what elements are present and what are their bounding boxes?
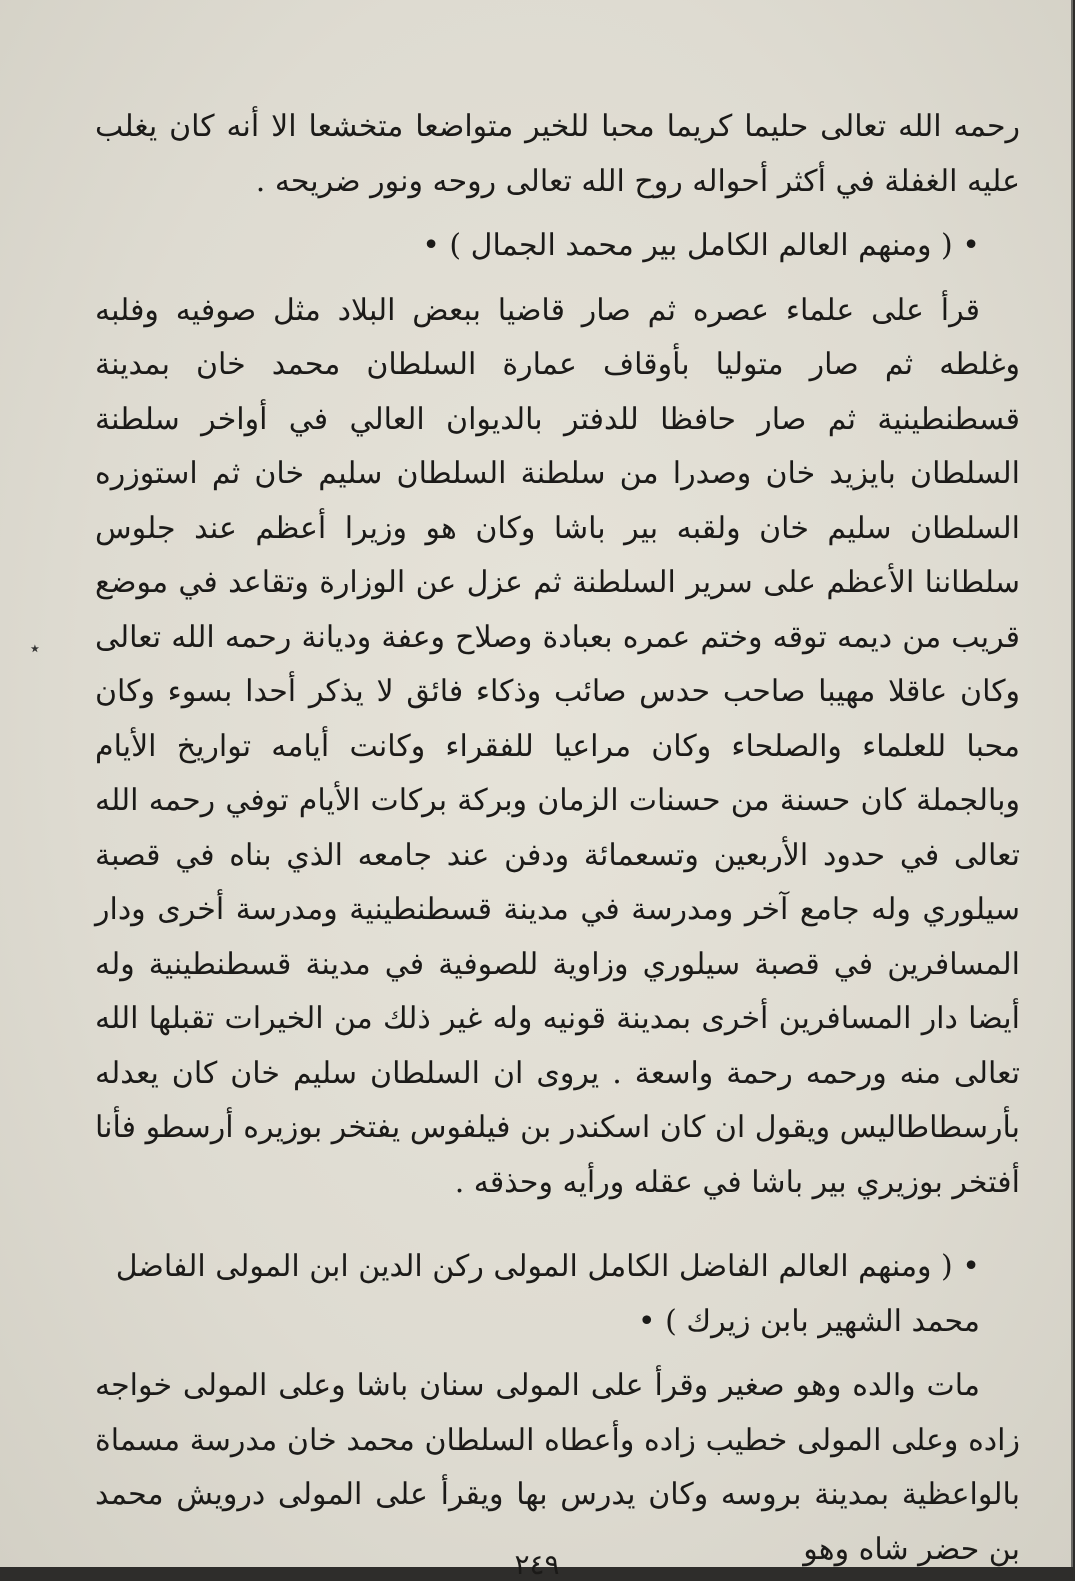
section-heading-2: • ( ومنهم العالم الفاضل الكامل المولى ركن الدين ابن المولى الفاضل محمد الشهير بابن زيرك ) • (115, 1249, 980, 1339)
section-heading-1: • ( ومنهم العالم الكامل بير محمد الجمال ) • (422, 228, 980, 263)
margin-mark: ٭ (30, 638, 40, 659)
paragraph-2: قرأ على علماء عصره ثم صار قاضيا ببعض البلاد مثل صوفيه وفلبه وغلطه ثم صار متوليا بأوقاف عمارة السلطان محمد خان بمدينة قسطنطينية ثم صار حافظا للدفتر بالديوان العالي في أواخر سلطنة السلطان بايزيد خان وصدرا من سلطنة السلطان سليم خان ثم استوزره السلطان سليم خان ولقبه بير باشا وكان هو وزيرا أعظم عند جلوس سلطاننا الأعظم على سرير السلطنة ثم عزل عن الوزارة وتقاعد في موضع قريب من ديمه توقه وختم عمره بعبادة وصلاح وعفة وديانة رحمه الله تعالى وكان عاقلا مهيبا صاحب حدس صائب وذكاء فائق لا يذكر أحدا بسوء وكان محبا للعلماء والصلحاء وكان مراعيا للفقراء وكانت أيامه تواريخ الأيام وبالجملة كان حسنة من حسنات الزمان وبركة بركات الأيام توفي رحمه الله تعالى في حدود الأربعين وتسعمائة ودفن عند جامعه الذي بناه في قصبة سيلوري وله جامع آخر ومدرسة في مدينة قسطنطينية ومدرسة أخرى ودار المسافرين في قصبة سيلوري وزاوية للصوفية في مدينة قسطنطينية وله أيضا دار المسافرين أخرى بمدينة قونيه وله غير ذلك من الخيرات تقبلها الله تعالى منه ورحمه رحمة واسعة . يروى ان السلطان سليم خان كان يعدله بأرسطاطاليس ويقول ان كان اسكندر بن فيلفوس يفتخر بوزيره أرسطو فأنا أفتخر بوزيري بير باشا في عقله ورأيه وحذقه . (95, 292, 1020, 1200)
page-number: ٢٤٩ (514, 1548, 560, 1581)
paragraph-1: رحمه الله تعالى حليما كريما محبا للخير متواضعا متخشعا الا أنه كان يغلب عليه الغفلة في أكثر أحواله روح الله تعالى روحه ونور ضريحه . (95, 109, 1020, 199)
paragraph-3: مات والده وهو صغير وقرأ على المولى سنان باشا وعلى المولى خواجه زاده وعلى المولى خطيب زاده وأعطاه السلطان محمد خان مدرسة مسماة بالواعظية بمدينة بروسه وكان يدرس بها ويقرأ على المولى درويش محمد بن حضر شاه وهو (95, 1368, 1020, 1567)
page-text (95, 100, 1020, 1577)
